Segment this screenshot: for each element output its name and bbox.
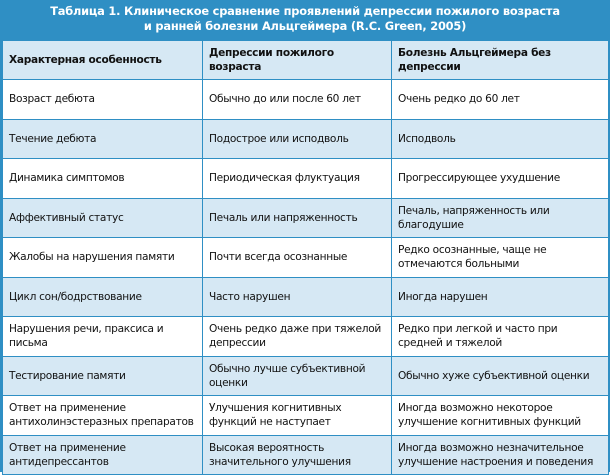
- table-row: [3, 198, 609, 238]
- cell-depression: Обычно лучше субъективной оценки: [203, 356, 392, 396]
- cell-depression: Часто нарушен: [203, 277, 392, 317]
- cell-feature: Возраст дебюта: [3, 80, 203, 120]
- cell-feature: Нарушения речи, праксиса и письма: [3, 317, 203, 357]
- table-row: [3, 277, 609, 317]
- caption-line-1: Таблица 1. Клиническое сравнение проявлений депрессии пожилого возраста: [50, 4, 560, 18]
- table-row: [3, 238, 609, 278]
- comparison-table: [2, 40, 609, 475]
- cell-depression: Почти всегда осознанные: [203, 238, 392, 278]
- column-header-alzheimer: Болезнь Альцгеймера без депрессии: [392, 41, 609, 80]
- cell-feature: Цикл сон/бодрствование: [3, 277, 203, 317]
- column-header-feature: Характерная особенность: [3, 41, 203, 80]
- cell-alzheimer: Печаль, напряженность или благодушие: [392, 198, 609, 238]
- cell-feature: Ответ на применение антидепрессантов: [3, 435, 203, 475]
- cell-alzheimer: Иногда возможно незначительное улучшение настроения и поведения: [392, 435, 609, 475]
- cell-feature: Тестирование памяти: [3, 356, 203, 396]
- table-caption: [0, 0, 610, 40]
- cell-depression: Высокая вероятность значительного улучшения: [203, 435, 392, 475]
- cell-alzheimer: Обычно хуже субъективной оценки: [392, 356, 609, 396]
- table-row: [3, 119, 609, 159]
- cell-feature: Ответ на применение антихолинэстеразных препаратов: [3, 396, 203, 436]
- table-row: [3, 356, 609, 396]
- cell-depression: Подострое или исподволь: [203, 119, 392, 159]
- cell-depression: Обычно до или после 60 лет: [203, 80, 392, 120]
- cell-depression: Периодическая флуктуация: [203, 159, 392, 199]
- cell-alzheimer: Очень редко до 60 лет: [392, 80, 609, 120]
- table-row: [3, 435, 609, 475]
- column-header-depression: Депрессии пожилого возраста: [203, 41, 392, 80]
- cell-feature: Динамика симптомов: [3, 159, 203, 199]
- table-row: [3, 80, 609, 120]
- caption-line-2: и ранней болезни Альцгеймера (R.C. Green, 2005): [143, 19, 467, 33]
- cell-alzheimer: Иногда нарушен: [392, 277, 609, 317]
- cell-feature: Течение дебюта: [3, 119, 203, 159]
- cell-alzheimer: Редко осознанные, чаще не отмечаются больными: [392, 238, 609, 278]
- table-row: [3, 396, 609, 436]
- cell-alzheimer: Исподволь: [392, 119, 609, 159]
- cell-depression: Улучшения когнитивных функций не наступает: [203, 396, 392, 436]
- table-row: [3, 317, 609, 357]
- header-row: [3, 41, 609, 80]
- cell-feature: Аффективный статус: [3, 198, 203, 238]
- cell-alzheimer: Редко при легкой и часто при средней и тяжелой: [392, 317, 609, 357]
- cell-depression: Печаль или напряженность: [203, 198, 392, 238]
- cell-alzheimer: Прогрессирующее ухудшение: [392, 159, 609, 199]
- cell-feature: Жалобы на нарушения памяти: [3, 238, 203, 278]
- cell-depression: Очень редко даже при тяжелой депрессии: [203, 317, 392, 357]
- table-row: [3, 159, 609, 199]
- cell-alzheimer: Иногда возможно некоторое улучшение когнитивных функций: [392, 396, 609, 436]
